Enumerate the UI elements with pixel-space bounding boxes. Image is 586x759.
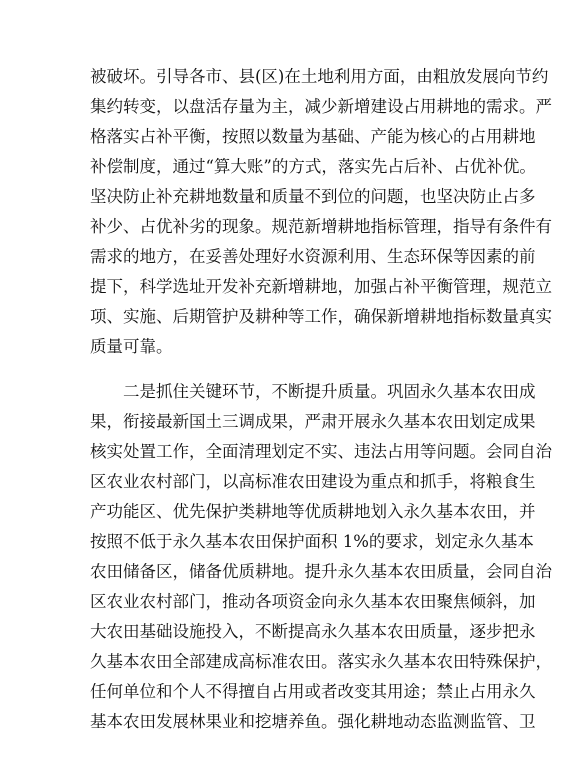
text-line: 补偿制度，通过“算大账”的方式，落实先占后补、占优补优。	[90, 157, 536, 176]
text-line: 二是抓住关键环节，不断提升质量。巩固永久基本农田成	[123, 382, 536, 401]
text-line: 项、实施、后期管护及耕种等工作，确保新增耕地指标数量真实	[90, 307, 552, 326]
text-line: 农田储备区，储备优质耕地。提升永久基本农田质量，会同自治	[90, 562, 552, 581]
text-line: 核实处置工作，全面清理划定不实、违法占用等问题。会同自治	[90, 442, 552, 461]
text-line: 质量可靠。	[90, 337, 173, 356]
text-line: 按照不低于永久基本农田保护面积 1%的要求，划定永久基本	[90, 532, 534, 551]
text-line: 基本农田发展林果业和挖塘养鱼。强化耕地动态监测监管、卫	[90, 712, 536, 731]
text-line: 坚决防止补充耕地数量和质量不到位的问题，也坚决防止占多	[90, 187, 536, 206]
text-line: 区农业农村部门，以高标准农田建设为重点和抓手，将粮食生	[90, 472, 536, 491]
text-line: 集约转变，以盘活存量为主，减少新增建设占用耕地的需求。严	[90, 97, 552, 116]
paragraph-1	[90, 62, 552, 362]
text-line: 区农业农村部门，推动各项资金向永久基本农田聚焦倾斜，加	[90, 592, 536, 611]
text-line: 任何单位和个人不得擅自占用或者改变其用途；禁止占用永久	[90, 682, 536, 701]
text-line: 果，衔接最新国土三调成果，严肃开展永久基本农田划定成果	[90, 412, 536, 431]
paragraph-2	[90, 377, 552, 737]
text-line: 产功能区、优先保护类耕地等优质耕地划入永久基本农田，并	[90, 502, 536, 521]
text-line: 大农田基础设施投入，不断提高永久基本农田质量，逐步把永	[90, 622, 536, 641]
text-line: 需求的地方，在妥善处理好水资源利用、生态环保等因素的前	[90, 247, 536, 266]
text-line: 补少、占优补劣的现象。规范新增耕地指标管理，指导有条件有	[90, 217, 552, 236]
text-line: 被破坏。引导各市、县(区)在土地利用方面，由粗放发展向节约	[90, 67, 549, 86]
text-line: 提下，科学选址开发补充新增耕地，加强占补平衡管理，规范立	[90, 277, 552, 296]
text-line: 格落实占补平衡，按照以数量为基础、产能为核心的占用耕地	[90, 127, 536, 146]
text-line: 久基本农田全部建成高标准农田。落实永久基本农田特殊保护，	[90, 652, 552, 671]
